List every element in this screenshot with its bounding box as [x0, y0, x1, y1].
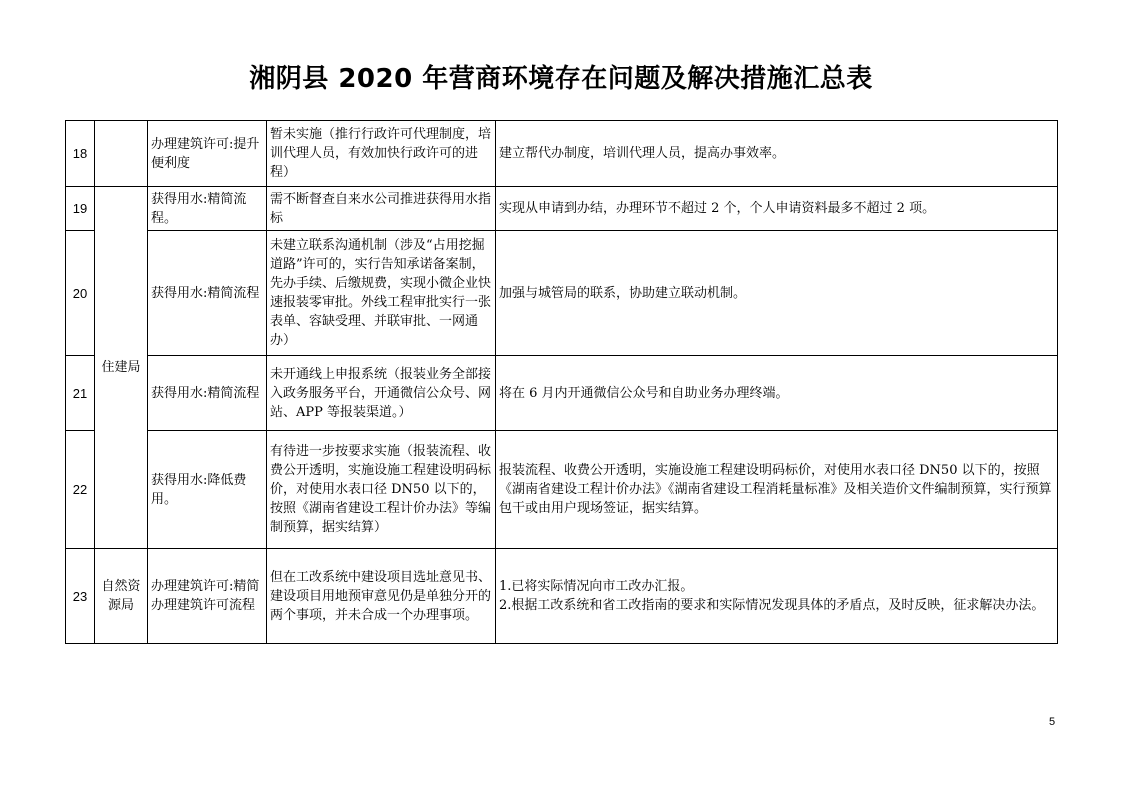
item-cell: 获得用水:精简流程 [148, 231, 267, 356]
measures-cell [496, 231, 1058, 356]
table-row [66, 431, 1058, 549]
measure-line: 2.根据工改系统和省工改指南的要求和实际情况发现具体的矛盾点，及时反映，征求解决办法。 [499, 598, 1045, 613]
table-row [66, 231, 1058, 356]
department-cell: 住建局 [95, 187, 148, 549]
problem-cell: 需不断督查自来水公司推进获得用水指标 [267, 187, 496, 231]
measures-cell [496, 431, 1058, 549]
row-number: 18 [66, 121, 95, 187]
problem-cell: 未建立联系沟通机制（涉及“占用挖掘道路”许可的，实行告知承诺备案制，先办手续、后缴规费，实现小微企业快速报装零审批。外线工程审批实行一张表单、容缺受理、并联审批、一网通办） [267, 231, 496, 356]
row-number: 21 [66, 356, 95, 431]
item-cell: 获得用水:降低费用。 [148, 431, 267, 549]
problem-cell: 未开通线上申报系统（报装业务全部接入政务服务平台，开通微信公众号、网站、APP 等报装渠道。） [267, 356, 496, 431]
table-row [66, 187, 1058, 231]
department-cell [95, 121, 148, 187]
table-row [66, 356, 1058, 431]
measures-cell [496, 187, 1058, 231]
problem-cell: 但在工改系统中建设项目选址意见书、建设项目用地预审意见仍是单独分开的两个事项，并未合成一个办理事项。 [267, 549, 496, 644]
measure-line: 加强与城管局的联系，协助建立联动机制。 [499, 285, 747, 301]
item-cell: 获得用水:精简流程 [148, 356, 267, 431]
issues-table [65, 120, 1058, 644]
row-number: 20 [66, 231, 95, 356]
item-cell: 办理建筑许可:精简办理建筑许可流程 [148, 549, 267, 644]
row-number: 23 [66, 549, 95, 644]
row-number: 19 [66, 187, 95, 231]
measures-cell [496, 121, 1058, 187]
measure-line: 实现从申请到办结，办理环节不超过 2 个，个人申请资料最多不超过 2 项。 [499, 201, 936, 216]
problem-cell: 有待进一步按要求实施（报装流程、收费公开透明，实施设施工程建设明码标价，对使用水表口径 DN50 以下的，按照《湖南省建设工程计价办法》等编制预算，据实结算） [267, 431, 496, 549]
table-row [66, 121, 1058, 187]
measure-line: 将在 6 月内开通微信公众号和自助业务办理终端。 [499, 385, 789, 401]
item-cell: 办理建筑许可:提升便利度 [148, 121, 267, 187]
item-cell: 获得用水:精简流程。 [148, 187, 267, 231]
measure-line: 报装流程、收费公开透明，实施设施工程建设明码标价，对使用水表口径 DN50 以下的，按照《湖南省建设工程计价办法》《湖南省建设工程消耗量标准》及相关造价文件编制预算，实行预算包干或由用户现场签证，据实结算。 [499, 463, 1052, 516]
row-number: 22 [66, 431, 95, 549]
measure-line: 1.已将实际情况向市工改办汇报。 [499, 579, 694, 594]
measures-cell [496, 356, 1058, 431]
problem-cell: 暂未实施（推行行政许可代理制度，培训代理人员，有效加快行政许可的进程） [267, 121, 496, 187]
table-row [66, 549, 1058, 644]
page-number: 5 [1049, 716, 1056, 728]
measures-cell [496, 549, 1058, 644]
page-title: 湘阴县 2020 年营商环境存在问题及解决措施汇总表 [249, 64, 873, 94]
measure-line: 建立帮代办制度，培训代理人员，提高办事效率。 [499, 146, 786, 161]
department-cell: 自然资源局 [95, 549, 148, 644]
